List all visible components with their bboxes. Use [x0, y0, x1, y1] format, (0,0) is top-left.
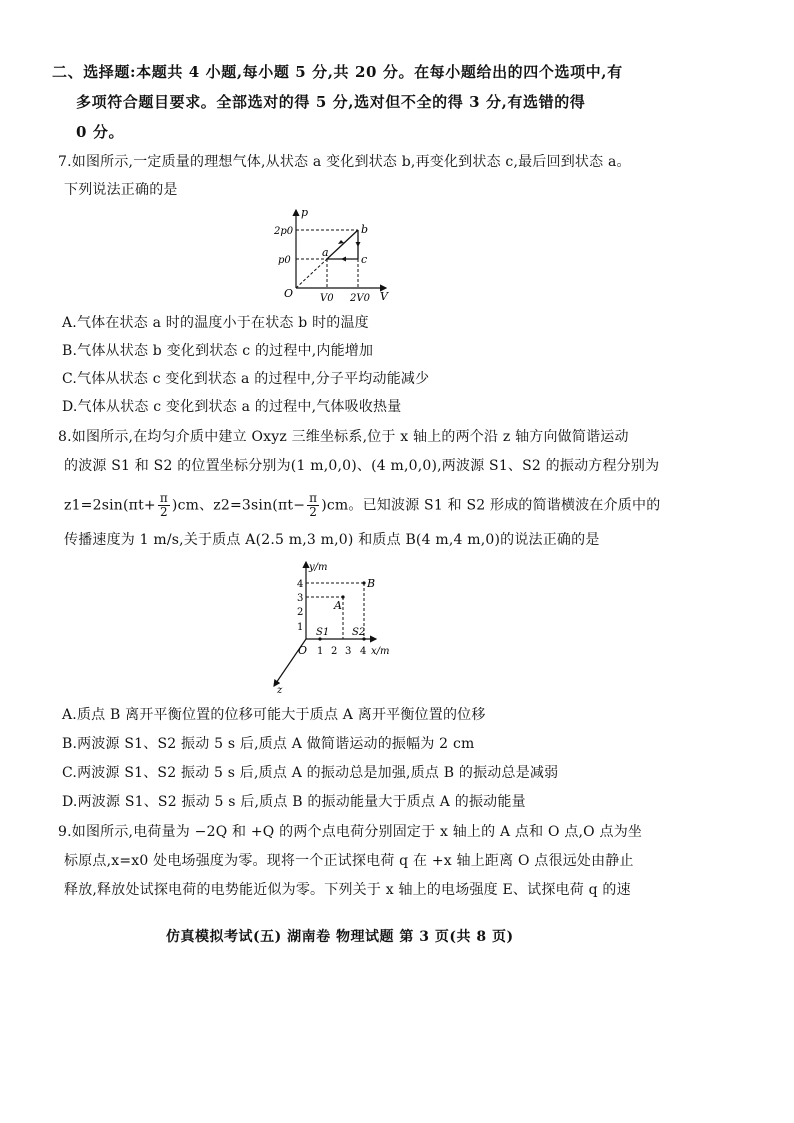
q7-option-b: B.气体从状态 b 变化到状态 c 的过程中,内能增加	[62, 343, 374, 359]
equation-z1-part: z1=2sin(πt+	[64, 497, 156, 514]
q9-stem-line-3: 释放,释放处试探电荷的电势能近似为零。下列关于 x 轴上的电场强度 E、试探电荷 q 的速	[64, 882, 631, 898]
point-a-label: A	[334, 599, 342, 612]
x-tick-1: 1	[317, 646, 324, 657]
q7-pv-diagram	[270, 204, 400, 308]
fraction-numerator: π	[309, 491, 318, 505]
source-s1-label: S1	[316, 627, 330, 638]
q7-option-d: D.气体从状态 c 变化到状态 a 的过程中,气体吸收热量	[62, 399, 402, 415]
y-tick-1: 1	[297, 622, 304, 633]
x-tick-3: 3	[345, 646, 352, 657]
section-heading-line-3: 0 分。	[76, 123, 125, 141]
point-b-label: B	[367, 577, 376, 590]
y-axis-label: y/m	[309, 562, 328, 573]
p-axis-label: p	[301, 206, 309, 219]
path-a-to-b	[327, 230, 358, 259]
fraction-pi-over-2	[158, 492, 170, 519]
page-footer: 仿真模拟考试(五) 湖南卷 物理试题 第 3 页(共 8 页)	[166, 929, 514, 945]
q8-equation-line	[64, 492, 660, 519]
point-a-label: a	[322, 246, 329, 259]
source-s2-label: S2	[352, 627, 366, 638]
z-axis-label: z	[277, 685, 283, 696]
arrow-b-to-c	[356, 242, 361, 247]
origin-label: O	[284, 287, 294, 300]
arrow-c-to-a	[341, 257, 346, 262]
y-tick-2: 2	[297, 607, 304, 618]
q9-stem-line-1: 9.如图所示,电荷量为 −2Q 和 +Q 的两个点电荷分别固定于 x 轴上的 A 点和 O 点,O 点为坐	[58, 824, 643, 840]
q8-option-d: D.两波源 S1、S2 振动 5 s 后,质点 B 的振动能量大于质点 A 的振动能量	[62, 794, 526, 810]
q8-option-b: B.两波源 S1、S2 振动 5 s 后,质点 A 做简谐运动的振幅为 2 cm	[62, 736, 475, 752]
q8-option-a: A.质点 B 离开平衡位置的位移可能大于质点 A 离开平衡位置的位移	[62, 707, 486, 723]
v-axis-label: V	[380, 290, 388, 303]
q9-stem-line-2: 标原点,x=x0 处电场强度为零。现将一个正试探电荷 q 在 +x 轴上距离 O 点很远处由静止	[64, 853, 634, 869]
x-axis-label: x/m	[371, 646, 390, 657]
y-tick-3: 3	[297, 593, 304, 604]
tick-2v0-label: 2V0	[350, 293, 370, 304]
q8-stem-line-2: 的波源 S1 和 S2 的位置坐标分别为(1 m,0,0)、(4 m,0,0),两波源 S1、S2 的振动方程分别为	[64, 458, 660, 474]
section-heading-line-1: 二、选择题:本题共 4 小题,每小题 5 分,共 20 分。在每小题给出的四个选项中,有	[52, 63, 623, 81]
fraction-denominator: 2	[159, 505, 168, 519]
q8-option-c: C.两波源 S1、S2 振动 5 s 后,质点 A 的振动总是加强,质点 B 的振动总是减弱	[62, 765, 559, 781]
tick-2p0-label: 2p0	[274, 226, 294, 237]
tick-p0-label: p0	[278, 255, 291, 266]
q7-option-c: C.气体从状态 c 变化到状态 a 的过程中,分子平均动能减少	[62, 371, 430, 387]
x-tick-4: 4	[360, 646, 367, 657]
equation-tail-part: )cm。已知波源 S1 和 S2 形成的简谐横波在介质中的	[321, 497, 661, 514]
y-tick-4: 4	[297, 579, 304, 590]
equation-z2-part: )cm、z2=3sin(πt−	[171, 497, 306, 514]
q8-stem-line-4: 传播速度为 1 m/s,关于质点 A(2.5 m,3 m,0) 和质点 B(4 m,4 m,0)的说法正确的是	[64, 532, 600, 548]
section-heading-line-2: 多项符合题目要求。全部选对的得 5 分,选对但不全的得 3 分,有选错的得	[76, 93, 586, 111]
origin-label: O	[298, 644, 308, 657]
point-b-label: b	[361, 223, 369, 236]
origin-dashed-line	[296, 259, 327, 288]
q7-stem-line-1: 7.如图所示,一定质量的理想气体,从状态 a 变化到状态 b,再变化到状态 c,最后回到状态 a。	[58, 154, 631, 170]
point-b-dot	[362, 581, 365, 584]
point-c-label: c	[361, 253, 368, 266]
q8-stem-line-1: 8.如图所示,在均匀介质中建立 Oxyz 三维坐标系,位于 x 轴上的两个沿 z 轴方向做简谐运动	[58, 429, 629, 445]
q8-3d-axes-diagram	[268, 558, 398, 698]
q7-stem-line-2: 下列说法正确的是	[64, 182, 178, 198]
q7-option-a: A.气体在状态 a 时的温度小于在状态 b 时的温度	[62, 315, 369, 331]
tick-v0-label: V0	[320, 293, 334, 304]
x-tick-2: 2	[331, 646, 338, 657]
fraction-pi-over-2	[307, 492, 319, 519]
fraction-denominator: 2	[309, 505, 318, 519]
fraction-numerator: π	[159, 491, 168, 505]
